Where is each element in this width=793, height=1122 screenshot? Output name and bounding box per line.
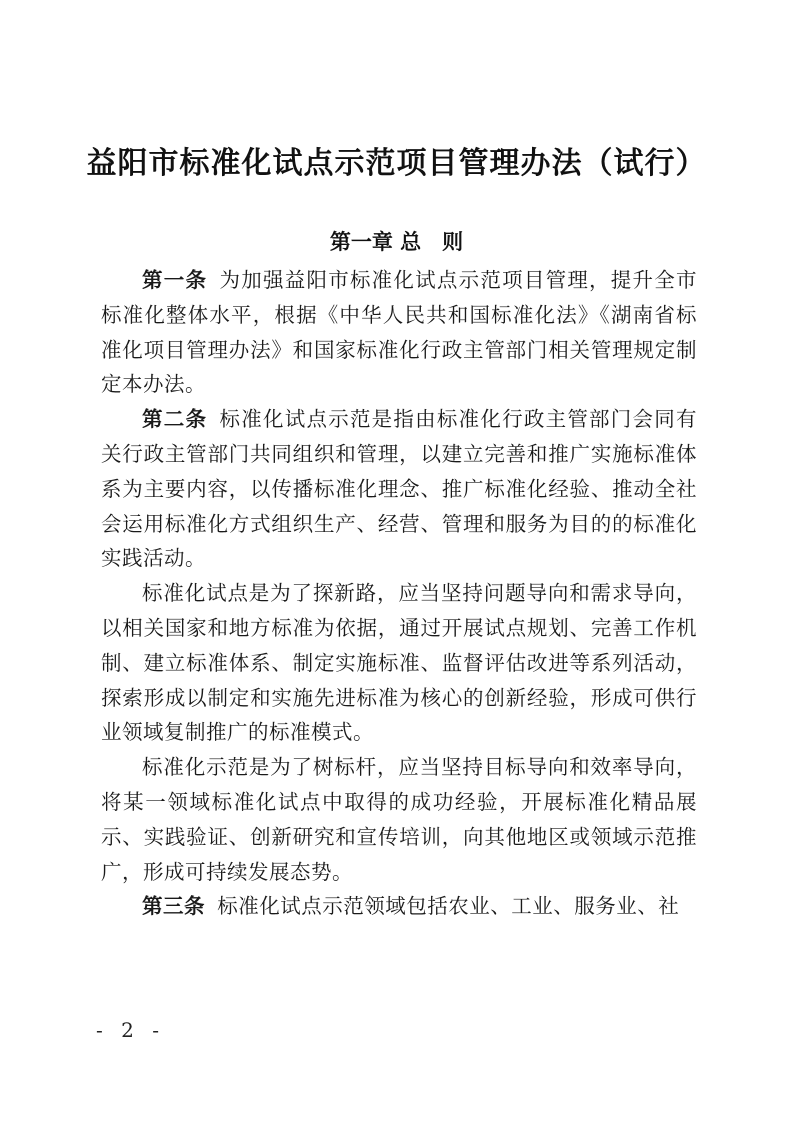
document-title: 益阳市标准化试点示范项目管理办法（试行）: [86, 146, 707, 181]
document-body: [101, 263, 697, 924]
paragraph-text: 标准化试点示范是指由标准化行政主管部门会同有关行政主管部门共同组织和管理，以建立完善和推广实施标准体系为主要内容，以传播标准化理念、推广标准化经验、推动全社会运用标准化方式组织生产、经营、管理和服务为目的的标准化实践活动。: [101, 407, 698, 571]
paragraph-article-1: [101, 263, 697, 402]
paragraph-text: 标准化试点是为了探新路，应当坚持问题导向和需求导向，以相关国家和地方标准为依据，通过开展试点规划、完善工作机制、建立标准体系、制定实施标准、监督评估改进等系列活动，探索形成以制定和实施先进标准为核心的创新经验，形成可供行业领域复制推广的标准模式。: [101, 581, 697, 745]
paragraph-text: 标准化示范是为了树标杆，应当坚持目标导向和效率导向，将某一领域标准化试点中取得的成功经验，开展标准化精品展示、实践验证、创新研究和宣传培训，向其他地区或领域示范推广，形成可持续发展态势。: [101, 755, 697, 884]
paragraph-text: 标准化试点示范领域包括农业、工业、服务业、社: [217, 894, 680, 919]
paragraph-article-3: [101, 889, 697, 924]
paragraph-text: 为加强益阳市标准化试点示范项目管理，提升全市标准化整体水平，根据《中华人民共和国标准化法》《湖南省标准化项目管理办法》和国家标准化行政主管部门相关管理规定制定本办法。: [101, 268, 698, 397]
article-label: 第三条: [142, 894, 205, 919]
chapter-heading: 第一章 总 则: [329, 230, 464, 254]
paragraph-demonstration: [101, 750, 697, 889]
paragraph-article-2: [101, 402, 697, 576]
article-label: 第一条: [142, 268, 208, 292]
article-label: 第二条: [142, 407, 208, 432]
page-number: - 2 -: [96, 1018, 165, 1042]
paragraph-pilot: [101, 576, 697, 750]
